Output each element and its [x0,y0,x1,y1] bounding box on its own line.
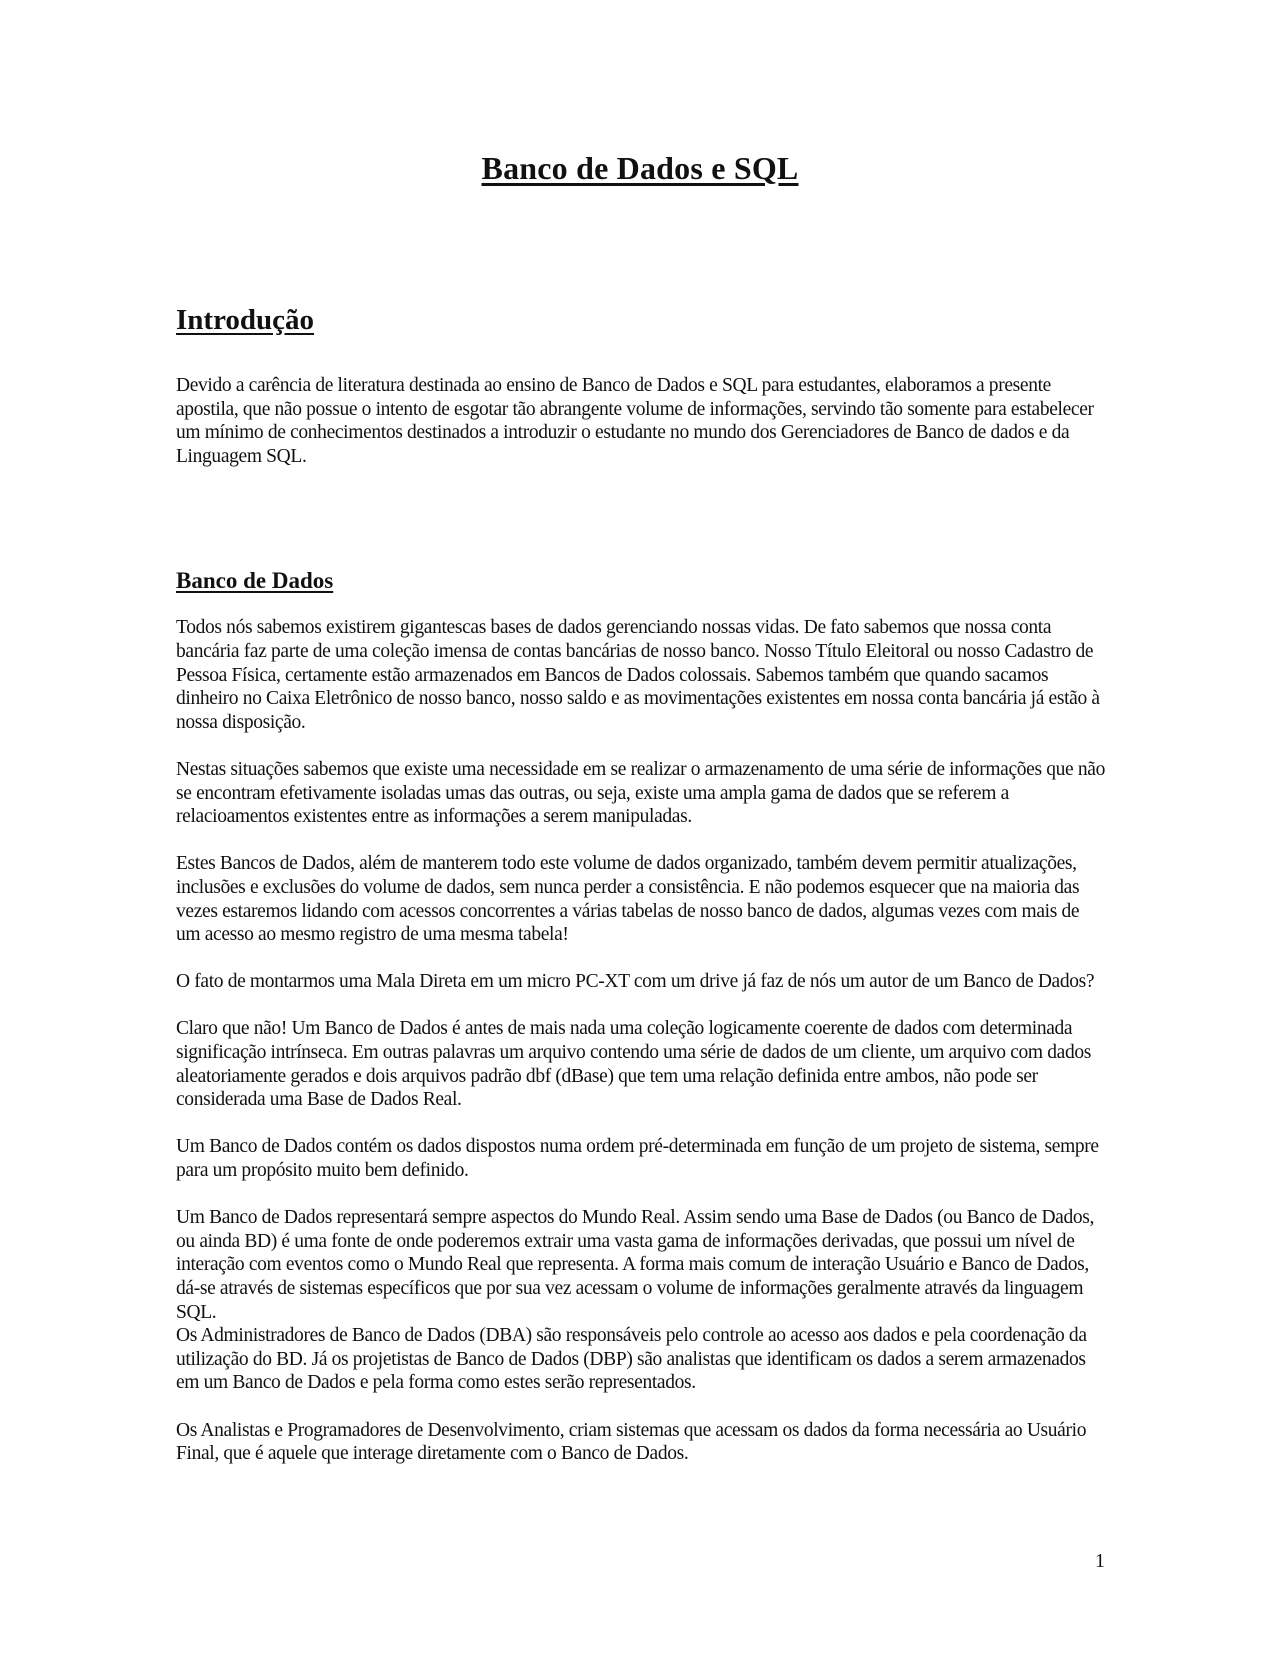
body-paragraph: Um Banco de Dados contém os dados dispostos numa ordem pré-determinada em função de um projeto de sistema, sempre para um propósito muito bem definido. [176,1136,1099,1182]
page-number: 1 [1095,1550,1105,1572]
section-heading-banco-de-dados: Banco de Dados [176,568,334,594]
document-body [176,302,1106,1466]
body-paragraph: Estes Bancos de Dados, além de manterem todo este volume de dados organizado, também devem permitir atualizações, inclusões e exclusões do volume de dados, sem nunca perder a consistência. E não podemos esquecer que na maioria das vezes estaremos lidando com acessos concorrentes a várias tabelas de nosso banco de dados, algumas vezes com mais de um acesso ao mesmo registro de uma mesma tabela! [176,853,1080,946]
section-heading-introducao: Introdução [176,304,315,336]
introduction-paragraph: Devido a carência de literatura destinada ao ensino de Banco de Dados e SQL para estudantes, elaboramos a presente apostila, que não possue o intento de esgotar tão abrangente volume de informações, servindo tão somente para estabelecer um mínimo de conhecimentos destinados a introduzir o estudante no mundo dos Gerenciadores de Banco de dados e da Linguagem SQL. [176,375,1094,467]
body-paragraph: Todos nós sabemos existirem gigantescas bases de dados gerenciando nossas vidas. De fato sabemos que nossa conta bancária faz parte de uma coleção imensa de contas bancárias de nosso banco. Nosso Título Eleitoral ou nosso Cadastro de Pessoa Física, certamente estão armazenados em Bancos de Dados colossais. Sabemos também que quando sacamos dinheiro no Caixa Eletrônico de nosso banco, nosso saldo e as movimentações existentes em nossa conta bancária já estão à nossa disposição. [176,617,1100,733]
body-paragraph: Os Administradores de Banco de Dados (DBA) são responsáveis pelo controle ao acesso aos dados e pela coordenação da utilização do BD. Já os projetistas de Banco de Dados (DBP) são analistas que identificam os dados a serem armazenados em um Banco de Dados e pela forma como estes serão representados. [176,1325,1087,1394]
body-paragraph: O fato de montarmos uma Mala Direta em um micro PC-XT com um drive já faz de nós um autor de um Banco de Dados? [176,971,1095,993]
body-paragraph: Os Analistas e Programadores de Desenvolvimento, criam sistemas que acessam os dados da forma necessária ao Usuário Final, que é aquele que interage diretamente com o Banco de Dados. [176,1419,1087,1465]
document-title: Banco de Dados e SQL [481,150,799,186]
body-paragraph: Nestas situações sabemos que existe uma necessidade em se realizar o armazenamento de uma série de informações que não se encontram efetivamente isoladas umas das outras, ou seja, existe uma ampla gama de dados que se referem a relacioamentos existentes entre as informações a serem manipuladas. [176,758,1105,828]
body-paragraph: Um Banco de Dados representará sempre aspectos do Mundo Real. Assim sendo uma Base de Dados (ou Banco de Dados, ou ainda BD) é uma fonte de onde poderemos extrair uma vasta gama de informações derivadas, que possui um nível de interação com eventos como o Mundo Real que representa. A forma mais comum de interação Usuário e Banco de Dados, dá-se através de sistemas específicos que por sua vez acessam o volume de informações geralmente através da linguagem SQL. [176,1207,1095,1323]
body-paragraph: Claro que não! Um Banco de Dados é antes de mais nada uma coleção logicamente coerente de dados com determinada significação intrínseca. Em outras palavras um arquivo contendo uma série de dados de um cliente, um arquivo com dados aleatoriamente gerados e dois arquivos padrão dbf (dBase) que tem uma relação definida entre ambos, não pode ser considerada uma Base de Dados Real. [176,1018,1091,1111]
